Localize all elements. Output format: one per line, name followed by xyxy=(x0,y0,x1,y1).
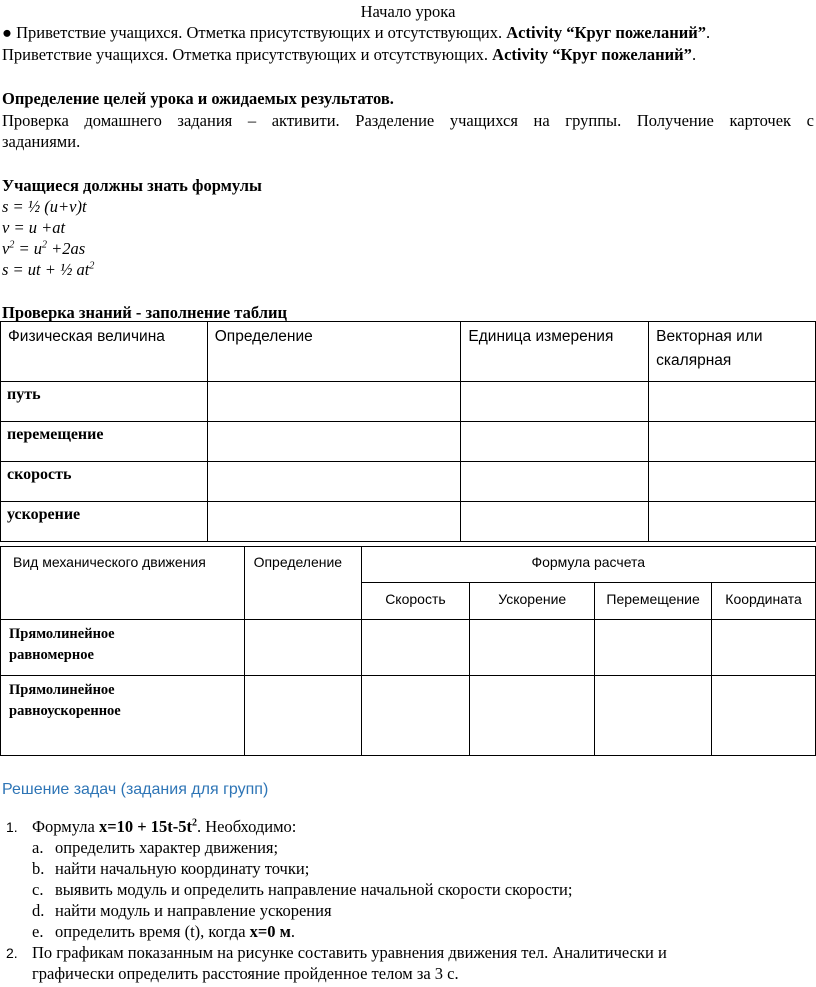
table1-header-definition: Определение xyxy=(207,322,461,382)
table1-cell[interactable] xyxy=(461,382,649,422)
goals-text-line1: Проверка домашнего задания – активити. Разделение учащихся на группы. Получение карточек с xyxy=(2,111,814,130)
table1-cell[interactable] xyxy=(649,502,816,542)
table1-cell[interactable] xyxy=(461,502,649,542)
table2-header-definition: Определение xyxy=(244,547,361,620)
task-1-number: 1. xyxy=(6,819,18,835)
task-1-sub-b: b. найти начальную координату точки; xyxy=(32,859,310,878)
table1-cell[interactable] xyxy=(207,422,461,462)
table1-cell[interactable] xyxy=(207,502,461,542)
table1-cell[interactable] xyxy=(649,382,816,422)
lesson-title: Начало урока xyxy=(360,2,456,21)
table2-header-kind: Вид механического движения xyxy=(1,547,245,620)
check-heading: Проверка знаний - заполнение таблиц xyxy=(2,303,287,322)
formula-4: s = ut + ½ $at^2$ xyxy=(2,260,95,279)
table2-sub-displacement: Перемещение xyxy=(595,583,712,620)
table1-cell[interactable] xyxy=(461,462,649,502)
task-2-number: 2. xyxy=(6,945,18,961)
task-1-sub-c: c. выявить модуль и определить направление начальной скорости скорости; xyxy=(32,880,573,899)
activity-title: Activity “Круг пожеланий” xyxy=(506,23,707,42)
task-1-formula: $x=10 + 15t-5t^2$ xyxy=(98,817,197,836)
table1-row-label: ускорение xyxy=(1,502,208,542)
table1-cell[interactable] xyxy=(461,422,649,462)
table1-cell[interactable] xyxy=(207,462,461,502)
table2-row-label: Прямолинейное равномерное xyxy=(1,620,245,676)
table2-cell[interactable] xyxy=(712,620,816,676)
table1-header-quantity: Физическая величина xyxy=(1,322,208,382)
activity-title-2: Activity “Круг пожеланий” xyxy=(492,45,692,64)
table1-cell[interactable] xyxy=(649,462,816,502)
table2-cell[interactable] xyxy=(244,620,361,676)
table1-header-type: Векторная или скалярная xyxy=(649,322,816,382)
goals-text-line2: заданиями. xyxy=(2,132,81,151)
formula-1: s = ½ (u+v)t xyxy=(2,197,87,216)
table1-row-label: скорость xyxy=(1,462,208,502)
task-2: 2. По графикам показанным на рисунке составить уравнения движения тел. Аналитически и xyxy=(6,943,667,962)
task-2-line2: графически определить расстояние пройденное телом за 3 с. xyxy=(32,964,459,983)
formula-2: v = u +at xyxy=(2,218,66,237)
table1-row-label: путь xyxy=(1,382,208,422)
table1-header-unit: Единица измерения xyxy=(461,322,649,382)
table2-cell[interactable] xyxy=(595,620,712,676)
task-1-sub-d: d. найти модуль и направление ускорения xyxy=(32,901,332,920)
table2-cell[interactable] xyxy=(244,676,361,756)
table2-cell[interactable] xyxy=(712,676,816,756)
table1-cell[interactable] xyxy=(207,382,461,422)
task-1-sub-a: a. определить характер движения; xyxy=(32,838,279,857)
table1-row-label: перемещение xyxy=(1,422,208,462)
greeting-line: Приветствие учащихся. Отметка присутствующих и отсутствующих. Activity “Круг пожеланий”. xyxy=(2,45,697,64)
goals-heading: Определение целей урока и ожидаемых результатов. xyxy=(2,89,394,108)
table2-cell[interactable] xyxy=(361,620,470,676)
tasks-heading: Решение задач (задания для групп) xyxy=(2,781,269,798)
table2-row-label: Прямолинейное равноускоренное xyxy=(1,676,245,756)
table2-cell[interactable] xyxy=(470,620,595,676)
task-1-sub-e: e. определить время (t), когда x=0 м. xyxy=(32,922,296,941)
table2-sub-speed: Скорость xyxy=(361,583,470,620)
quantities-table xyxy=(0,321,816,542)
table2-cell[interactable] xyxy=(470,676,595,756)
table2-cell[interactable] xyxy=(361,676,470,756)
formula-3: $v^2 = u^2 +2as$ xyxy=(2,239,86,258)
formulas-heading: Учащиеся должны знать формулы xyxy=(2,176,262,195)
greeting-text: Приветствие учащихся. Отметка присутствующих и отсутствующих. xyxy=(16,23,507,42)
greeting-text-2: Приветствие учащихся. Отметка присутствующих и отсутствующих. xyxy=(2,45,493,64)
motion-table xyxy=(0,546,816,756)
table2-sub-acceleration: Ускорение xyxy=(470,583,595,620)
table2-cell[interactable] xyxy=(595,676,712,756)
bullet-dot-icon: ● xyxy=(2,23,12,42)
greeting-bullet-line: ● Приветствие учащихся. Отметка присутствующих и отсутствующих. Activity “Круг пожеланий”. xyxy=(2,23,711,42)
task-1: 1. Формула $x=10 + 15t-5t^2$. Необходимо: xyxy=(6,817,297,836)
table1-cell[interactable] xyxy=(649,422,816,462)
table2-header-formula: Формула расчета xyxy=(361,547,815,583)
table2-sub-coordinate: Координата xyxy=(712,583,816,620)
